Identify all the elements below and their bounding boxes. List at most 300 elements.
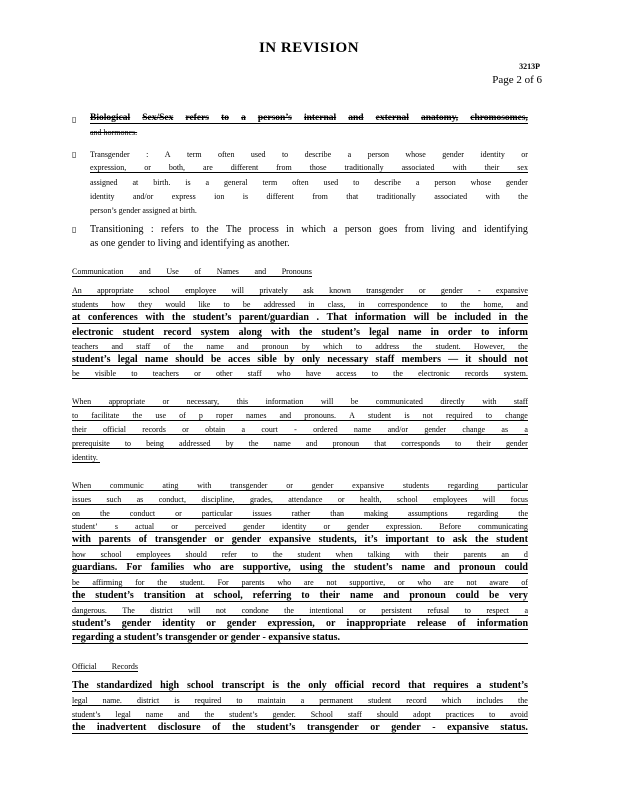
word: the [204,710,215,719]
word: communicating [478,522,528,531]
word: a [205,178,210,187]
word: teachers [152,369,179,378]
word: information [354,312,406,323]
word: living [431,224,455,235]
word: and [254,267,267,276]
word: the [72,590,86,601]
word: gender [391,722,421,733]
word: the [475,534,489,545]
word: with [72,534,91,545]
word: or [206,618,216,629]
word: be [210,354,221,365]
word: that [346,192,359,201]
word: with [482,397,497,406]
word: transition [143,590,186,601]
word: how [111,300,126,309]
word: visible [94,369,117,378]
text-line [72,578,528,588]
word: Biological [90,113,131,123]
word: the [100,509,110,518]
text-line [72,722,528,734]
word: goes [378,224,398,235]
word: or [325,618,336,629]
word: will [413,312,430,323]
text-line [72,481,528,491]
word: When [72,481,92,490]
word: pronoun [332,439,360,448]
word: the [518,342,528,351]
word: students, [318,534,357,545]
word: from [404,224,425,235]
word: expression, [90,163,127,172]
word: and [111,342,123,351]
word: be [350,397,359,406]
word: Names [216,267,239,276]
word: to [301,590,310,601]
word: not [422,411,433,420]
word: identity [90,192,115,201]
word: ion [214,192,225,201]
word: records [464,369,489,378]
word: staff [136,342,151,351]
word: court [261,425,278,434]
word: is [272,680,280,691]
word: change [505,411,528,420]
text-line [72,606,528,616]
word: Transgender [90,150,130,159]
word: describe [304,150,332,159]
word: issues [72,495,92,504]
word: communicated [375,397,423,406]
word: s [114,522,118,531]
word: from [312,192,328,201]
word: or [144,163,151,172]
word: standardized [96,680,153,691]
word: to [485,411,493,420]
word: transgender [230,481,268,490]
text-line [90,163,528,173]
word: p [198,411,203,420]
word: term [186,150,202,159]
word: class, [327,300,346,309]
word: - [432,722,436,733]
word: acces [228,354,251,365]
word: necessary [327,354,369,365]
word: to [131,369,138,378]
word: intentional [309,606,344,615]
word: affirming [92,578,123,587]
word: talking [367,550,390,559]
text-line [72,680,528,692]
word: the [393,369,403,378]
word: it [465,354,472,365]
word: not [514,354,528,365]
word: it’s [364,534,378,545]
word: they [138,300,153,309]
word: not [215,606,227,615]
word: the [412,342,423,351]
word: When [72,397,92,406]
word: will [187,606,201,615]
word: system. [503,369,528,378]
word: important [385,534,429,545]
text-line [72,590,528,602]
word: directly [440,397,465,406]
word: required [194,696,222,705]
word: student [368,411,392,420]
word: The [72,680,89,691]
word: gender [442,150,464,159]
word: of [179,411,186,420]
word: that [408,680,426,691]
word: often [218,150,235,159]
word: like [198,300,211,309]
word: should [175,354,204,365]
word: the [299,327,313,338]
word: roper [216,411,233,420]
word: student’s [72,354,111,365]
word: the [514,312,528,323]
word: student’ [72,522,98,531]
word: maintain [257,696,286,705]
word: the [518,192,528,201]
word: process [248,224,279,235]
word: and [178,710,190,719]
text-line: and hormones. [90,128,138,137]
section-heading [72,662,138,672]
word: school [148,286,170,295]
word: a [300,696,305,705]
word: to [191,224,199,235]
word: name [350,590,374,601]
word: to [221,113,229,123]
word: corresponds [401,439,440,448]
word: inadvertent [96,722,147,733]
word: the [248,439,259,448]
word: student’s [95,590,134,601]
word: employee [185,286,217,295]
text-line [72,550,528,560]
word: A [164,150,171,159]
word: inappropriate [346,618,406,629]
word: refer [221,550,237,559]
word: the [171,312,186,323]
word: and [348,113,364,123]
word: with [404,550,419,559]
word: grades, [249,495,273,504]
word: to [489,710,496,719]
word: electronic [418,369,450,378]
text-line [72,425,528,435]
word: or [521,150,528,159]
text-line [72,439,528,449]
text-line [72,327,528,339]
word: known [329,286,351,295]
word: expansive [495,286,528,295]
word: will [231,286,244,295]
word: appropriate [108,397,145,406]
word: in [286,224,294,235]
word: district [136,696,160,705]
word: the [518,509,528,518]
word: with [485,192,500,201]
word: home, [483,300,504,309]
word: and [433,562,451,573]
word: Transitioning [90,224,144,235]
text-line [72,342,528,352]
word: to [281,150,289,159]
word: transgender [307,722,359,733]
word: : [150,224,154,235]
word: by [225,439,234,448]
word: the [183,342,194,351]
word: assumptions [408,509,448,518]
word: staff [247,369,262,378]
word: are [303,578,314,587]
word: different [230,163,259,172]
word: as [136,495,144,504]
word: in [358,300,365,309]
word: names [246,411,267,420]
word: pronoun [459,562,496,573]
word: members [401,354,441,365]
word: not [326,578,337,587]
word: expression, [267,618,315,629]
word: practices [445,710,475,719]
word: which [301,224,326,235]
word: legal [117,354,138,365]
word: student’s [489,680,528,691]
word: gender [243,522,265,531]
word: status. [500,722,528,733]
word: The [122,606,135,615]
word: gender [311,481,334,490]
policy-code: 3213P [519,62,540,71]
word: parents [241,578,265,587]
word: by [284,354,295,365]
word: : [146,150,149,159]
word: as [501,425,509,434]
word: Sex/Sex [142,113,174,123]
word: families [150,562,185,573]
word: d [523,550,528,559]
word: and [139,267,151,276]
word: ask [303,286,314,295]
word: their [319,590,341,601]
word: the [206,224,219,235]
word: transcript [221,680,265,691]
word: sex [517,163,528,172]
word: conduct [129,509,156,518]
word: of [194,267,202,276]
word: staff [513,397,528,406]
bullet-marker: ▯ [72,115,77,124]
text-line [72,696,528,706]
word: respect [486,606,509,615]
word: student. [179,578,205,587]
word: gender [121,618,152,629]
word: person’s [257,113,292,123]
text-line: person’s gender assigned at birth. [90,206,197,215]
word: or [323,522,331,531]
word: health, [359,495,382,504]
word: a [524,606,528,615]
text-line [72,509,528,519]
word: or [337,495,345,504]
word: be [436,312,447,323]
word: person [344,224,372,235]
word: to [436,534,445,545]
word: or [214,534,224,545]
word: district [150,606,173,615]
text-line [90,150,528,159]
word: persistent [381,606,412,615]
word: The [225,224,242,235]
word: required [446,411,473,420]
word: system [200,327,230,338]
word: A [349,411,355,420]
word: expansive [352,481,385,490]
word: who [276,369,291,378]
text-line [72,618,528,630]
word: the [72,722,86,733]
page-title: IN REVISION [258,40,360,56]
word: - [294,425,297,434]
section-heading [72,267,312,277]
word: a [333,224,338,235]
text-line [72,300,528,310]
word: term [262,178,278,187]
word: is [174,696,180,705]
word: not [466,578,477,587]
word: when [335,550,353,559]
word: school [187,680,214,691]
word: communic [109,481,144,490]
word: and [462,224,477,235]
word: Communication [72,267,124,276]
word: ordered [313,425,338,434]
word: actual [135,522,155,531]
word: legal [115,710,131,719]
word: records [142,425,166,434]
word: their [72,425,87,434]
word: particular [497,481,528,490]
word: person [367,150,389,159]
word: record [163,327,192,338]
word: to [353,178,360,187]
word: how [72,550,86,559]
word: a [524,425,528,434]
word: parents [463,550,487,559]
bullet-marker: ▯ [72,150,77,159]
word: to [236,696,243,705]
word: their [476,439,491,448]
word: to [124,439,132,448]
word: discipline, [201,495,235,504]
text-line [72,522,528,532]
word: of [457,618,466,629]
word: expression. [386,522,423,531]
word: of [138,534,148,545]
word: to [481,327,490,338]
word: to [251,550,258,559]
word: facilitate [91,411,120,420]
word: student. [435,342,461,351]
word: a [241,425,246,434]
word: using [299,562,323,573]
word: to [441,300,448,309]
word: disclosure [157,722,201,733]
word: transgender [366,286,404,295]
word: student’s [321,327,360,338]
word: with [452,163,467,172]
word: release [416,618,447,629]
word: at [195,590,204,601]
word: will [482,495,496,504]
word: or [182,425,189,434]
word: expansive [447,722,489,733]
word: traditionally [376,192,416,201]
word: legal [72,696,88,705]
word: teachers [72,342,99,351]
word: addressed [178,439,211,448]
word: name [353,425,372,434]
word: That [326,312,348,323]
word: have [305,369,321,378]
word: could [455,590,480,601]
word: and/or [387,425,408,434]
word: who [417,578,432,587]
text-line [72,534,528,546]
word: are [220,562,234,573]
word: the [132,411,143,420]
word: identifying [483,224,528,235]
word: on [72,509,80,518]
word: to [72,411,79,420]
word: both, [168,163,186,172]
word: identity [162,618,196,629]
word: ating [162,481,179,490]
word: to [464,606,471,615]
word: who [277,578,292,587]
word: students [402,481,430,490]
word: or [286,481,293,490]
text-line [90,178,528,187]
word: Records [111,662,138,671]
text-line [72,397,528,407]
word: birth. [153,178,171,187]
word: pronoun [261,342,289,351]
text-line [90,113,528,124]
word: or [171,522,178,531]
word: a [241,113,246,123]
word: express [171,192,196,201]
word: name [145,710,164,719]
word: at [132,178,139,187]
word: parents [98,534,131,545]
word: is [242,192,249,201]
text-line [72,286,528,296]
word: change [462,425,486,434]
word: student [122,327,155,338]
word: conduct, [158,495,187,504]
word: For [217,578,229,587]
word: the [284,606,294,615]
word: privately [259,286,288,295]
word: a [476,680,482,691]
word: are [443,578,454,587]
word: student’s [256,722,296,733]
